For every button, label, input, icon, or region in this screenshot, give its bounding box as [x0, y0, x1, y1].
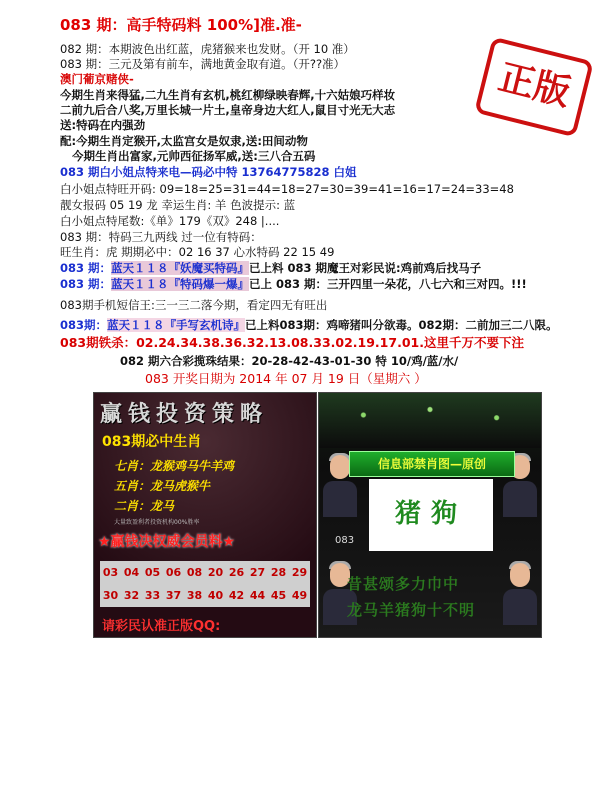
- number-cell: 30: [102, 589, 119, 602]
- poem-line-1: 今期生肖来得猛,二九生肖有玄机,桃红柳绿映春辉,十六姑娘巧样妆: [60, 88, 396, 102]
- blue-line-2-tag: 蓝天１１８『特码爆一爆』: [111, 277, 250, 291]
- text-line-083: 083 期：三元及第有前车，满地黄金取有道。（开??准）: [60, 57, 346, 71]
- poster-right-lights: [319, 393, 541, 448]
- poster-right-number: 083: [335, 535, 355, 546]
- number-cell: 33: [144, 589, 161, 602]
- genuine-stamp: 正版: [474, 37, 594, 138]
- poster-left-row-2: 五肖：龙马虎猴牛: [114, 479, 211, 493]
- poster-right-verse-2: 龙马羊猪狗十不明: [347, 601, 476, 619]
- white-lady-line: 083 期白小姐点特来电—码必中特 13764775828 白姐: [60, 165, 357, 179]
- sms-line: 083期手机短信王:三一三二落今期，看定四无有旺出: [60, 298, 328, 312]
- poster-left-title: 赢钱投资策略: [100, 401, 269, 427]
- poster-left-banner: ★赢钱决权威会员料★: [98, 534, 236, 550]
- poem-line-4: 配:今期生肖定猴开,太监宫女是奴隶,送:田间动物: [60, 134, 308, 148]
- poster-left-number-grid: [100, 561, 310, 607]
- blue-line-1: [60, 261, 481, 275]
- zodiac-line: 旺生肖：虎 期期必中：02 16 37 心水特码 22 15 49: [60, 245, 335, 259]
- hot-number-line: 白小姐点特旺开码: 09=18=25=31=44=18=27=30=39=41=16=17=24=33=48: [60, 182, 514, 196]
- blue-line-3: [60, 318, 558, 332]
- number-cell: 08: [186, 566, 203, 579]
- poem-line-5: 今期生肖出富家,元帅西征扬军威,送:三八合五码: [72, 149, 316, 163]
- blue-line-1-rest: 已上料 083 期魔王对彩民说:鸡前鸡后找马子: [249, 261, 482, 275]
- blue-line-2: [60, 277, 527, 291]
- number-cell: 29: [291, 566, 308, 579]
- section-title-macau: 澳门葡京赌侠-: [60, 72, 134, 86]
- number-cell: 32: [123, 589, 140, 602]
- poster-left-row-1: 七肖：龙猴鸡马牛羊鸡: [114, 459, 235, 473]
- result-line: 082 期六合彩揽珠结果：20-28-42-43-01-30 特 10/鸡/蓝/水/: [120, 354, 459, 368]
- number-cell: 28: [270, 566, 287, 579]
- blue-line-3-rest: 已上料083期：鸡啼猪叫分欲毒。082期：二前加三二八限。: [245, 318, 558, 332]
- number-cell: 27: [249, 566, 266, 579]
- lucky-line: 靓女报码 05 19 龙 幸运生肖: 羊 色波提示: 蓝: [60, 198, 296, 212]
- number-cell: 42: [228, 589, 245, 602]
- blue-line-3-prefix: 083期：: [60, 318, 108, 332]
- page-title: 083 期：高手特码料 100%]准.准-: [60, 16, 302, 34]
- poster-left: [93, 392, 317, 638]
- tail-number-line: 白小姐点特尾数:《单》179《双》248 |....: [60, 214, 280, 228]
- special-line: 083 期：特码三九两线 过一位有特码：: [60, 230, 262, 244]
- poster-right-banner: 信息部禁肖图—原创: [349, 451, 515, 477]
- blue-line-3-tag: 蓝天１１８『手写玄机诗』: [107, 318, 246, 332]
- iron-kill-line: 083期铁杀：02.24.34.38.36.32.13.08.33.02.19.17.01.这里千万不要下注: [60, 335, 524, 350]
- number-cell: 38: [186, 589, 203, 602]
- poster-right-animals: 猪狗: [394, 499, 467, 529]
- text-line-082: 082 期：本期波色出红蓝，虎猪猴来也发财。（开 10 准）: [60, 42, 355, 56]
- number-cell: 05: [144, 566, 161, 579]
- poster-right: [318, 392, 542, 638]
- blue-line-1-tag: 蓝天１１８『妖魔买特码』: [111, 261, 250, 275]
- number-cell: 03: [102, 566, 119, 579]
- blue-line-2-prefix: 083 期：: [60, 277, 112, 291]
- number-cell: 45: [270, 589, 287, 602]
- number-cell: 06: [165, 566, 182, 579]
- poster-left-row-3: 二肖：龙马: [114, 499, 175, 513]
- poem-line-3: 送:特码在内强劲: [60, 118, 146, 132]
- poster-left-small: 大量致盈利者投资机构00%胜率: [114, 519, 200, 526]
- poster-left-footer: 请彩民认准正版QQ:: [102, 619, 221, 634]
- number-cell: 44: [249, 589, 266, 602]
- number-cell: 49: [291, 589, 308, 602]
- number-cell: 40: [207, 589, 224, 602]
- draw-date-line: 083 开奖日期为 2014 年 07 月 19 日（星期六 ）: [145, 371, 427, 386]
- blue-line-2-rest: 已上 083 期：三开四里一朵花，八七六和三对四。!!!: [249, 277, 527, 291]
- poster-right-verse-1: 昔甚颂多力巾中: [347, 575, 460, 593]
- blue-line-1-prefix: 083 期：: [60, 261, 112, 275]
- poster-left-must: 083期必中生肖: [102, 434, 202, 450]
- poem-line-2: 二前九后合八奖,万里长城一片土,皇帝身边大红人,鼠目寸光无大志: [60, 103, 396, 117]
- person-figure: [503, 561, 537, 625]
- number-cell: 37: [165, 589, 182, 602]
- number-cell: 26: [228, 566, 245, 579]
- number-cell: 04: [123, 566, 140, 579]
- number-cell: 20: [207, 566, 224, 579]
